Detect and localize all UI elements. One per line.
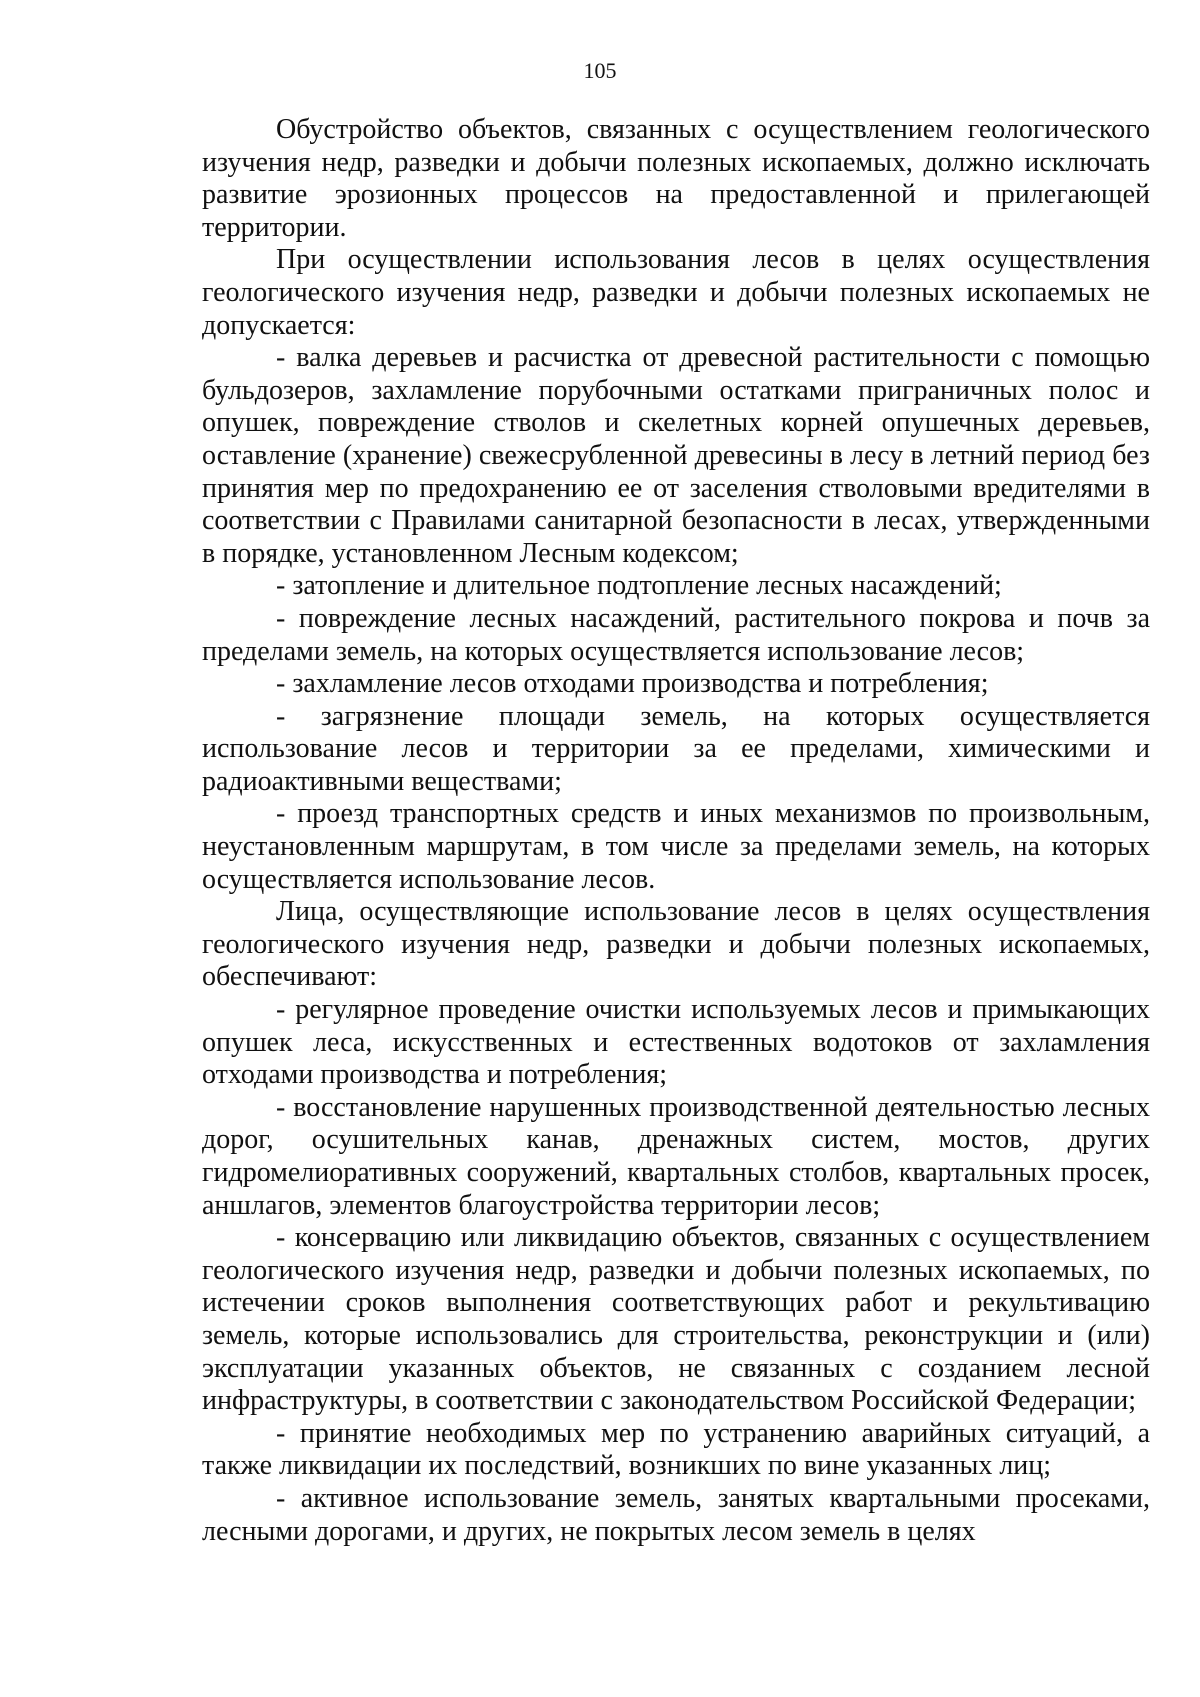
list-item: - повреждение лесных насаждений, растительного покрова и почв за пределами земель, на которых осуществляется использование лесов; xyxy=(202,602,1150,667)
list-item: - захламление лесов отходами производства и потребления; xyxy=(276,668,989,700)
list-item: - принятие необходимых мер по устранению аварийных ситуаций, а также ликвидации их последствий, возникших по вине указанных лиц; xyxy=(202,1417,1150,1482)
document-body xyxy=(202,114,1150,1548)
paragraph: Лица, осуществляющие использование лесов в целях осуществления геологического изучения недр, разведки и добычи полезных ископаемых, обеспечивают: xyxy=(202,896,1150,993)
list-item: - активное использование земель, занятых квартальными просеками, лесными дорогами, и других, не покрытых лесом земель в целях xyxy=(202,1482,1150,1547)
list-item: - проезд транспортных средств и иных механизмов по произвольным, неустановленным маршрутам, в том числе за пределами земель, на которых осуществляется использование лесов. xyxy=(202,798,1150,895)
list-item: - загрязнение площади земель, на которых осуществляется использование лесов и территории за ее пределами, химическими и радиоактивными веществами; xyxy=(202,700,1150,797)
list-item: - затопление и длительное подтопление лесных насаждений; xyxy=(276,570,1002,602)
list-item: - валка деревьев и расчистка от древесной растительности с помощью бульдозеров, захламление порубочными остатками приграничных полос и опушек, повреждение стволов и скелетных корней опушечных деревьев, оставление (хранение) свежесрубленной древесины в лесу в летний период без принятия мер по предохранению ее от заселения стволовыми вредителями в соответствии с Правилами санитарной безопасности в лесах, утвержденными в порядке, установленном Лесным кодексом; xyxy=(202,342,1150,569)
list-item: - консервацию или ликвидацию объектов, связанных с осуществлением геологического изучения недр, разведки и добычи полезных ископаемых, по истечении сроков выполнения соответствующих работ и рекультивацию земель, которые использовались для строительства, реконструкции и (или) эксплуатации указанных объектов, не связанных с созданием лесной инфраструктуры, в соответствии с законодательством Российской Федерации; xyxy=(202,1222,1150,1417)
paragraph: При осуществлении использования лесов в целях осуществления геологического изучения недр, разведки и добычи полезных ископаемых не допускается: xyxy=(202,244,1150,341)
list-item: - регулярное проведение очистки используемых лесов и примыкающих опушек леса, искусственных и естественных водотоков от захламления отходами производства и потребления; xyxy=(202,994,1150,1091)
page-number: 105 xyxy=(583,58,617,83)
list-item: - восстановление нарушенных производственной деятельностью лесных дорог, осушительных канав, дренажных систем, мостов, других гидромелиоративных сооружений, квартальных столбов, квартальных просек, аншлагов, элементов благоустройства территории лесов; xyxy=(202,1091,1150,1221)
paragraph: Обустройство объектов, связанных с осуществлением геологического изучения недр, разведки и добычи полезных ископаемых, должно исключать развитие эрозионных процессов на предоставленной и прилегающей территории. xyxy=(202,114,1150,243)
